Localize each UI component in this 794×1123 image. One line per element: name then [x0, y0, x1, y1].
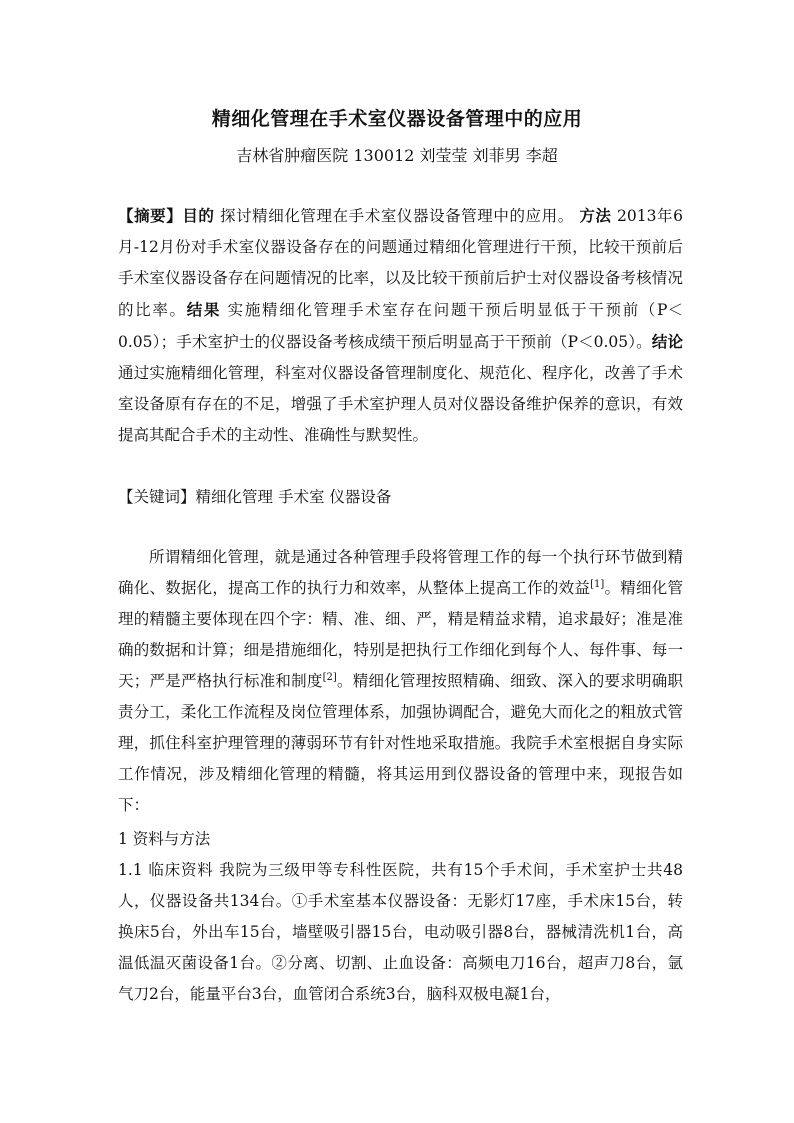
objective-text: 探讨精细化管理在手术室仪器设备管理中的应用。 [214, 207, 580, 225]
abstract-paragraph [118, 200, 683, 451]
intro-paragraph [118, 542, 683, 821]
section-heading: 1 资料与方法 [118, 830, 211, 848]
conclusion-text: 通过实施精细化管理，科室对仪器设备管理制度化、规范化、程序化，改善了手术室设备原有存在的不足，增强了手术室护理人员对仪器设备维护保养的意识，有效提高其配合手术的主动性、准确性与默契性。 [118, 364, 683, 444]
keywords-line [118, 482, 683, 513]
intro-text-1: 所谓精细化管理，就是通过各种管理手段将管理工作的每一个执行环节做到精确化、数据化，提高工作的执行力和效率，从整体上提高工作的效益 [118, 548, 683, 597]
objective-label: 目的 [182, 206, 215, 225]
abstract-label: 【摘要】 [118, 206, 183, 225]
keywords-label: 【关键词】 [118, 488, 196, 506]
subsection-label: 1.1 临床资料 [118, 861, 214, 879]
subsection-paragraph [118, 855, 683, 1010]
conclusion-label: 结论 [651, 332, 683, 351]
citation-1: [1] [590, 578, 605, 590]
author-line: 吉林省肿瘤医院 130012 刘莹莹 刘菲男 李超 [236, 146, 558, 165]
results-text: 实施精细化管理手术室存在问题干预后明显低于干预前（P＜0.05）；手术室护士的仪器设备考核成绩干预后明显高于干预前（P＜0.05）。 [118, 301, 683, 351]
results-label: 结果 [186, 300, 222, 319]
methods-label: 方法 [579, 206, 612, 225]
citation-2: [2] [322, 671, 337, 683]
methods-text: 2013年6月-12月份对手术室仪器设备存在的问题通过精细化管理进行干预，比较干预前后手术室仪器设备存在问题情况的比率，以及比较干预前后护士对仪器设备考核情况的比率。 [118, 207, 683, 319]
paper-title: 精细化管理在手术室仪器设备管理中的应用 [211, 108, 583, 130]
intro-text-3: 。精细化管理按照精确、细致、深入的要求明确职责分工，柔化工作流程及岗位管理体系，加强协调配合，避免大而化之的粗放式管理，抓住科室护理管理的薄弱环节有针对性地采取措施。我院手术室根据自身实际工作情况，涉及精细化管理的精髓，将其运用到仪器设备的管理中来，现报告如下： [118, 672, 683, 814]
subsection-text: 我院为三级甲等专科性医院，共有15个手术间，手术室护士共48人，仪器设备共134台。①手术室基本仪器设备：无影灯17座，手术床15台，转换床5台，外出车15台，墙壁吸引器15台，电动吸引器8台，器械清洗机1台，高温低温灭菌设备1台。②分离、切割、止血设备：高频电刀16台，超声刀8台，氩气刀2台，能量平台3台，血管闭合系统3台，脑科双极电凝1台， [118, 861, 683, 1003]
intro-text-2: 。精细化管理的精髓主要体现在四个字：精、准、细、严，精是精益求精，追求最好；准是准确的数据和计算；细是措施细化，特别是把执行工作细化到每个人、每件事、每一天；严是严格执行标准和制度 [118, 579, 683, 690]
keywords-text: 精细化管理 手术室 仪器设备 [195, 488, 392, 506]
